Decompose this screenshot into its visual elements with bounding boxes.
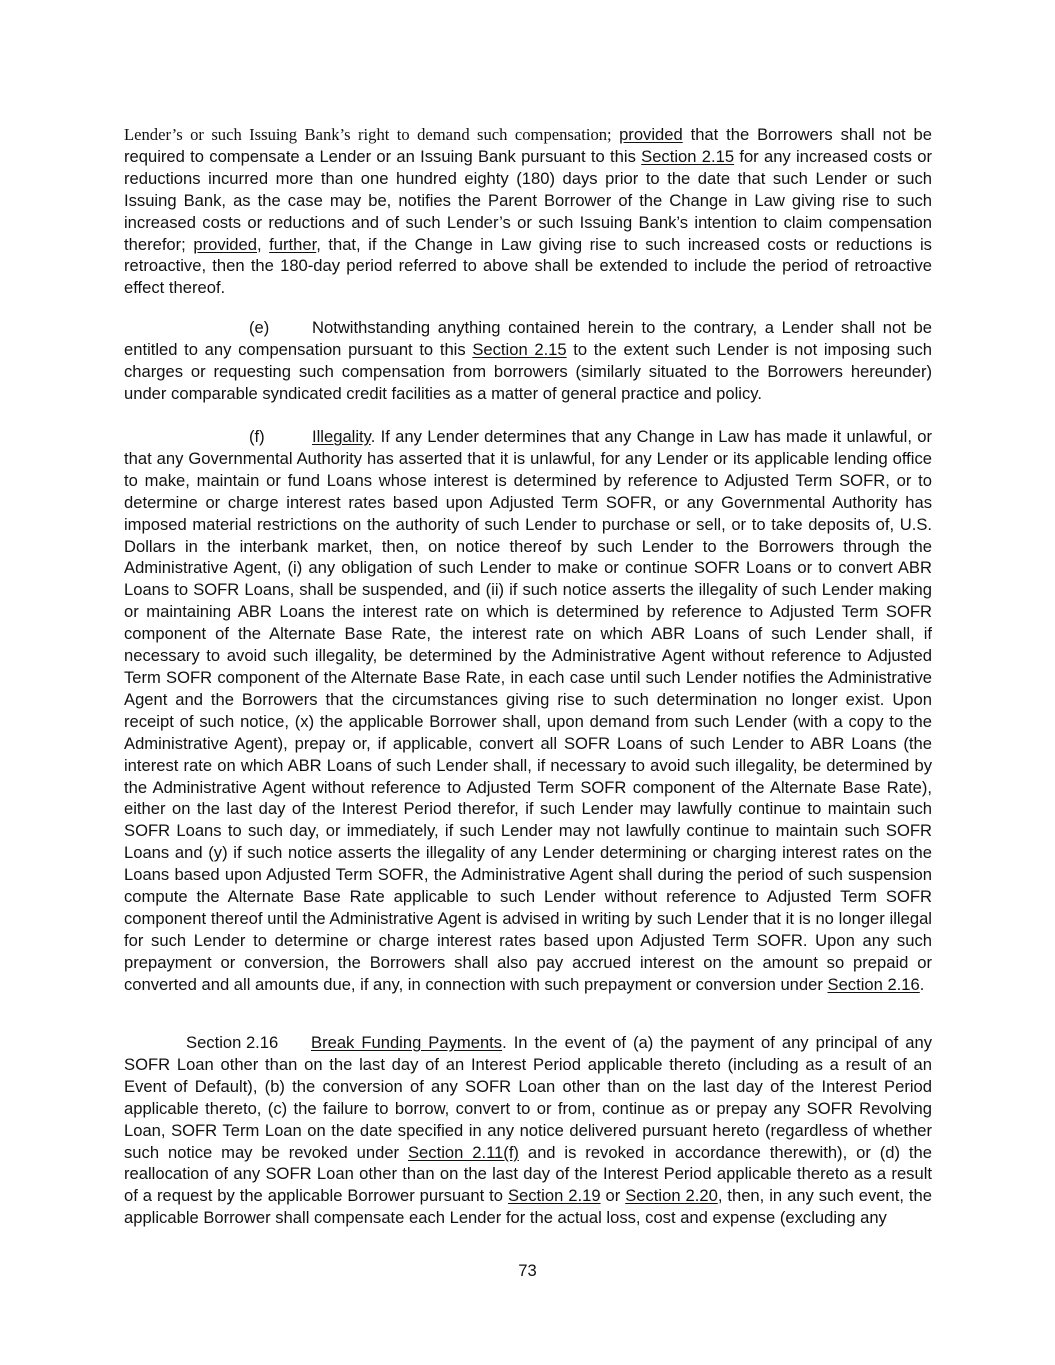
- paragraph-text: , that, if the Change in Law giving rise to such increased costs or reductions is retroactive, then the 180-day period referred to above shall be extended to include the period of retroactive effect thereof.: [124, 234, 932, 298]
- paragraph-text: . If any Lender determines that any Change in Law has made it unlawful, or that any Governmental Authority has asserted that it is unlawful, for any Lender or its applicable lending office to make, maintain or fund Loans whose interest is determined by reference to Adjusted Term SOFR, or to determine or charge interest rates based upon Adjusted Term SOFR, or any Governmental Authority has imposed material restrictions on the authority of such Lender to purchase or sell, or to take deposits of, U.S. Dollars in the interbank market, then, on notice thereof by such Lender to the Borrowers through the Administrative Agent, (i) any obligation of such Lender to make or continue SOFR Loans or to convert ABR Loans to SOFR Loans, shall be suspended, and (ii) if such notice asserts the illegality of such Lender making or maintaining ABR Loans the interest rate on which is determined by reference to Adjusted Term SOFR component of the Alternate Base Rate, the interest rate on which ABR Loans of such Lender shall, if necessary to avoid such illegality, be determined by the Administrative Agent without reference to Adjusted Term SOFR component of the Alternate Base Rate, in each case until such Lender notifies the Administrative Agent and the Borrowers that the circumstances giving rise to such determination no longer exist. Upon receipt of such notice, (x) the applicable Borrower shall, upon demand from such Lender (with a copy to the Administrative Agent), prepay or, if applicable, convert all SOFR Loans of such Lender to ABR Loans (the interest rate on which ABR Loans of such Lender shall, if necessary to avoid such illegality, be determined by the Administrative Agent without reference to Adjusted Term SOFR component of the Alternate Base Rate), either on the last day of the Interest Period therefor, if such Lender may lawfully continue to maintain such SOFR Loans to such day, or immediately, if such Lender may not lawfully continue to maintain such SOFR Loans and (y) if such notice asserts the illegality of any Lender determining or charging interest rates on the Loans based upon Adjusted Term SOFR, the Administrative Agent shall during the period of such suspension compute the Alternate Base Rate applicable to such Lender without reference to Adjusted Term SOFR component thereof until the Administrative Agent is advised in writing by such Lender that it is no longer illegal for such Lender to determine or charge interest rates based upon Adjusted Term SOFR. Upon any such prepayment or conversion, the Borrowers shall also pay accrued interest on the amount so prepaid or converted and all amounts due, if any, in connection with such prepayment or conversion under: [124, 427, 932, 994]
- section-number: Section 2.16: [186, 1033, 279, 1052]
- section-reference-link[interactable]: Section 2.19: [507, 1186, 601, 1206]
- section-reference-link[interactable]: Section 2.15: [641, 146, 735, 166]
- paragraph-heading: Illegality: [312, 427, 371, 446]
- paragraph-text: and is revoked in accordance therewith), or (d) the reallocation of any SOFR Loan other than on the last day of the Interest Period applicable thereto as a result of a request by the applicable Borrower pursuant to: [124, 1142, 932, 1206]
- paragraph-text: for any increased costs or reductions incurred more than one hundred eighty (180) days prior to the date that such Lender or such Issuing Bank, as the case may be, notifies the Parent Borrower of the Change in Law giving rise to such increased costs or reductions and of such Lender’s or such Issuing Bank’s intention to claim compensation therefor;: [124, 146, 932, 254]
- paragraph-text: or: [600, 1186, 626, 1206]
- paragraph-text: Notwithstanding anything contained herein to the contrary, a Lender shall not be entitled to any compensation pursuant to this: [124, 318, 932, 359]
- page-number: 73: [518, 1261, 537, 1280]
- paragraph-compensation-limit: [124, 124, 932, 299]
- paragraph-text: that the Borrowers shall not be required to compensate a Lender or an Issuing Bank pursuant to this: [124, 125, 932, 166]
- defined-term-provided: provided: [619, 125, 683, 144]
- section-heading: Break Funding Payments: [311, 1033, 503, 1052]
- defined-term-further: further: [269, 234, 317, 254]
- section-reference-link[interactable]: Section 2.16: [827, 974, 920, 994]
- section-2-16-break-funding: [124, 1032, 932, 1229]
- paragraph-label: (e): [249, 318, 270, 337]
- section-reference-link[interactable]: Section 2.15: [472, 339, 567, 359]
- punctuation: ,: [257, 234, 270, 254]
- paragraph-text: . In the event of (a) the payment of any principal of any SOFR Loan other than on the last day of an Interest Period applicable thereto (including as a result of an Event of Default), (b) the conversion of any SOFR Loan other than on the last day of the Interest Period applicable thereto, (c) the failure to borrow, convert to or from, continue as or prepay any SOFR Revolving Loan, SOFR Term Loan on the date specified in any notice delivered pursuant hereto (regardless of whether such notice may be revoked under: [124, 1033, 932, 1162]
- defined-term-provided: provided: [193, 234, 257, 254]
- section-reference-link[interactable]: Section 2.20: [625, 1186, 718, 1206]
- paragraph-text: to the extent such Lender is not imposing such charges or requesting such compensation from borrowers (similarly situated to the Borrowers hereunder) under comparable syndicated credit facilities as a matter of general practice and policy.: [124, 339, 932, 403]
- paragraph-e: [124, 317, 932, 405]
- paragraph-f-illegality: [124, 426, 932, 996]
- section-reference-link[interactable]: Section 2.11(f): [407, 1142, 519, 1162]
- paragraph-text: , then, in any such event, the applicable Borrower shall compensate each Lender for the actual loss, cost and expense (excluding any: [124, 1186, 932, 1228]
- paragraph-text: Lender’s or such Issuing Bank’s right to demand such compensation;: [124, 125, 620, 144]
- paragraph-text: .: [919, 974, 925, 994]
- paragraph-label: (f): [249, 427, 265, 446]
